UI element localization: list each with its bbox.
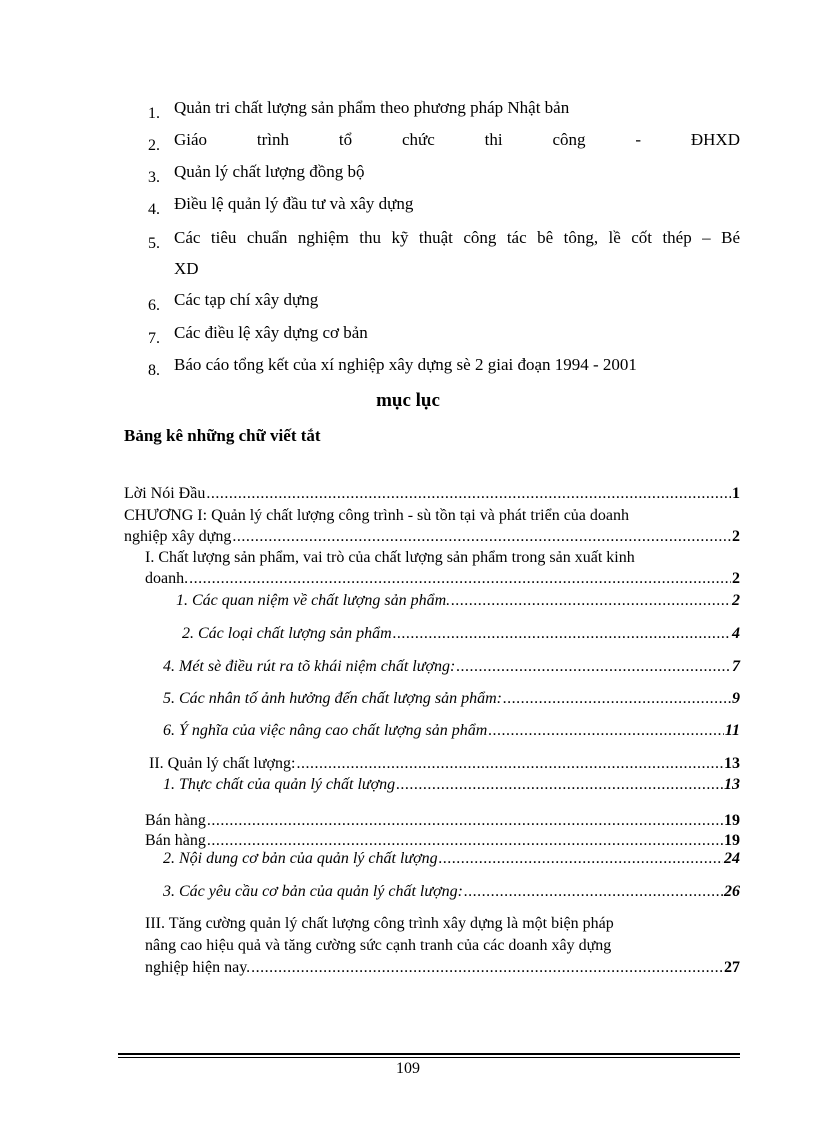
toc-entry-1-2[interactable]	[182, 623, 740, 644]
toc-page: 13	[724, 755, 740, 772]
reference-number: 5.	[148, 235, 160, 252]
abbreviations-title: Bảng kê những chữ viết tắt	[124, 426, 321, 445]
reference-text: Quản tri chất lượng sản phẩm theo phương pháp Nhật bản	[174, 98, 570, 117]
toc-page: 26	[724, 883, 740, 900]
toc-label: CHƯƠNG I: Quản lý chất lượng công trình - sù tồn tại và phát triển của doanh	[124, 507, 629, 524]
toc-label: 2. Các loại chất lượng sản phẩm	[182, 625, 392, 642]
footer-rule	[118, 1053, 740, 1055]
toc-label: I. Chất lượng sản phẩm, vai trò của chất lượng sản phẩm trong sản xuất kinh	[145, 549, 635, 566]
toc-label: 5. Các nhân tố ảnh hưởng đến chất lượng sản phẩm:	[163, 690, 502, 707]
toc-label: 4. Mét sè điều rút ra tõ khái niệm chất lượng:	[163, 658, 456, 675]
toc-label: 1. Các quan niệm về chất lượng sản phẩm.	[176, 592, 451, 609]
toc-label: Lời Nói Đầu	[124, 485, 206, 502]
toc-label: 6. Ý nghĩa của việc nâng cao chất lượng sản phẩm	[163, 722, 488, 739]
reference-number: 6.	[148, 297, 160, 314]
reference-text: Các tiêu chuẩn nghiệm thu kỹ thuật công tác bê tông, lề cốt thép – Bé	[174, 228, 740, 247]
toc-label: III. Tăng cường quản lý chất lượng công trình xây dựng là một biện pháp	[145, 915, 614, 932]
toc-page: 2	[732, 528, 740, 545]
footer-rule	[118, 1057, 740, 1058]
reference-text: Các điều lệ xây dựng cơ bản	[174, 323, 368, 342]
toc-label: doanh.	[145, 570, 189, 587]
toc-entry-section-3[interactable]	[145, 913, 740, 979]
reference-number: 4.	[148, 201, 160, 218]
toc-entry-loi-noi-dau[interactable]	[124, 483, 740, 504]
toc-page: 1	[732, 485, 740, 502]
toc-page: 2	[732, 592, 740, 609]
reference-text-continued: XD	[174, 259, 199, 278]
reference-text: Các tạp chí xây dựng	[174, 290, 319, 309]
toc-label: 1. Thực chất của quản lý chất lượng	[163, 776, 396, 793]
toc-label: nghiệp xây dựng	[124, 528, 232, 545]
toc-page: 13	[724, 776, 740, 793]
toc-entry-chuong-1[interactable]	[124, 505, 740, 547]
toc-label: 2. Nội dung cơ bản của quản lý chất lượng	[163, 850, 438, 867]
reference-number: 3.	[148, 169, 160, 186]
toc-label: Bán hàng	[145, 832, 206, 849]
page-number: 109	[396, 1060, 420, 1077]
toc-entry-1-4[interactable]	[163, 656, 740, 677]
reference-number: 7.	[148, 330, 160, 347]
toc-entry-1-1[interactable]	[176, 590, 740, 611]
reference-number: 2.	[148, 137, 160, 154]
reference-text: Điều lệ quản lý đầu tư và xây dựng	[174, 194, 414, 213]
toc-label: nâng cao hiệu quả và tăng cường sức cạnh tranh của các doanh xây dựng	[145, 937, 612, 954]
toc-entry-section-1[interactable]	[145, 547, 740, 589]
toc-page: 7	[732, 658, 740, 675]
reference-text: Giáo trình tổ chức thi công - ĐHXD	[174, 130, 740, 149]
toc-label: 3. Các yêu cầu cơ bản của quản lý chất lượng:	[163, 883, 463, 900]
reference-text: Quản lý chất lượng đồng bộ	[174, 162, 365, 181]
toc-entry-2-1[interactable]	[163, 774, 740, 795]
toc-label: II. Quản lý chất lượng:	[149, 755, 296, 772]
toc-page: 27	[724, 959, 740, 976]
toc-page: 4	[732, 625, 740, 642]
reference-number: 1.	[148, 105, 160, 122]
toc-page: 19	[724, 812, 740, 829]
reference-number: 8.	[148, 362, 160, 379]
reference-text: Báo cáo tổng kết của xí nghiệp xây dựng sè 2 giai đoạn 1994 - 2001	[174, 355, 637, 374]
toc-page: 24	[724, 850, 740, 867]
toc-page: 9	[732, 690, 740, 707]
toc-entry-ban-hang[interactable]	[145, 810, 740, 831]
toc-entry-1-5[interactable]	[163, 688, 740, 709]
toc-page: 19	[724, 832, 740, 849]
toc-entry-2-2[interactable]	[163, 848, 740, 869]
toc-label: nghiệp hiện nay.	[145, 959, 251, 976]
toc-entry-1-6[interactable]	[163, 720, 740, 741]
toc-page: 2	[732, 570, 740, 587]
toc-entry-section-2[interactable]	[149, 753, 740, 774]
toc-heading: mục lục	[376, 390, 440, 411]
toc-label: Bán hàng	[145, 812, 206, 829]
toc-page: 11	[724, 722, 740, 739]
toc-entry-2-3[interactable]	[163, 881, 740, 902]
